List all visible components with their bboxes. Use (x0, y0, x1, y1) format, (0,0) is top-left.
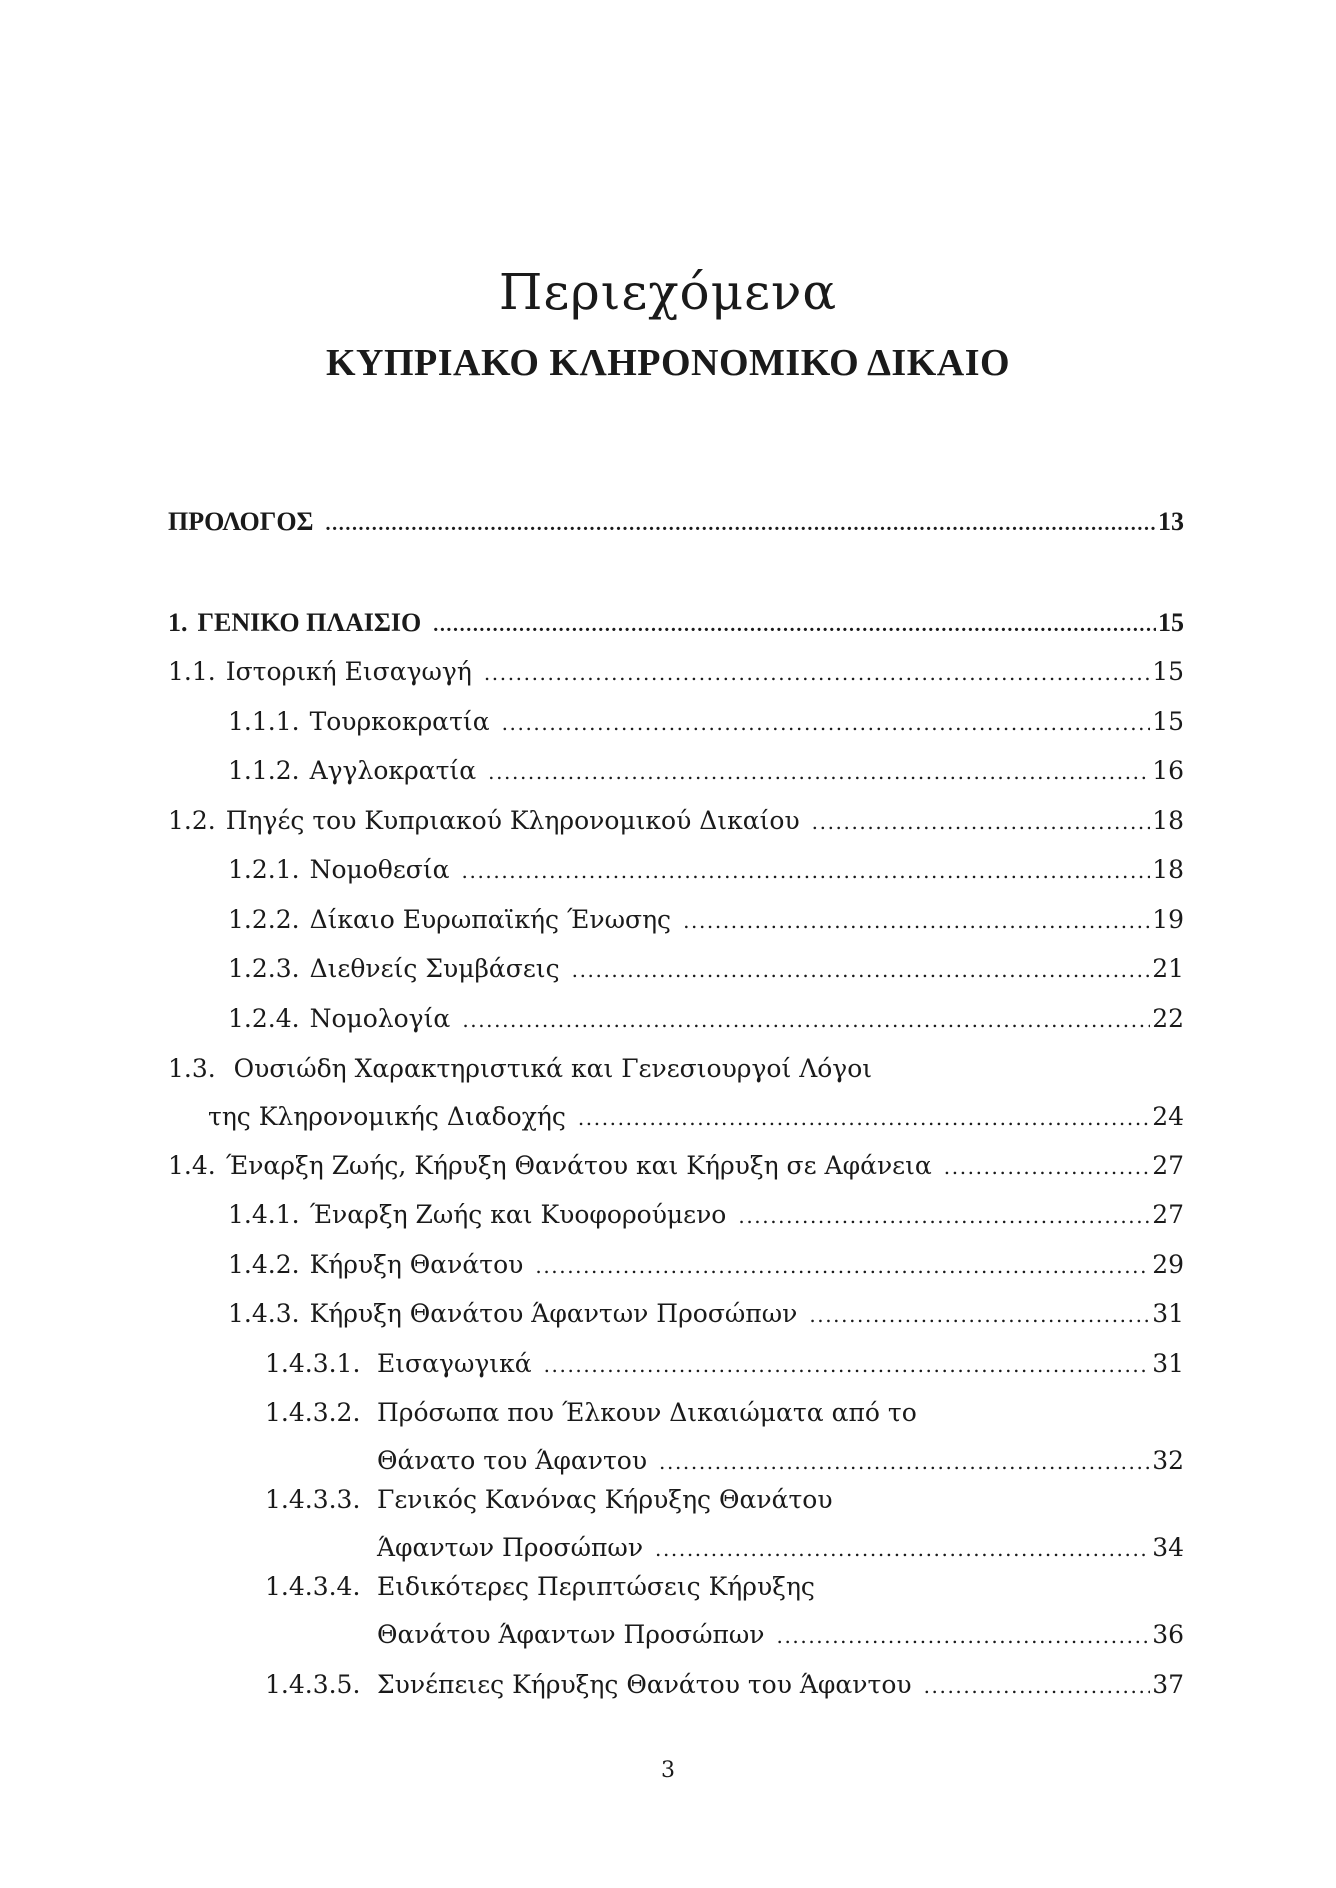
toc-title-line2: Άφαντων Προσώπων (377, 1533, 644, 1562)
toc-leader-dots (777, 1616, 1151, 1656)
toc-title: Έναρξη Ζωής, Κήρυξη Θανάτου και Κήρυξη σε Αφάνεια (225, 1151, 932, 1180)
toc-number: 1.4.3.4. (265, 1572, 361, 1601)
toc-leader-dots (502, 703, 1151, 743)
toc-leader-dots (809, 1295, 1150, 1335)
toc-page-number: 18 (1152, 855, 1184, 884)
toc-number: 1.2. (168, 806, 216, 835)
toc-title: ΠΡΟΛΟΓΟΣ (168, 507, 314, 536)
toc-entry-1-4-3-1[interactable] (265, 1344, 1184, 1384)
toc-number: 1.1.1. (228, 707, 300, 736)
toc-entry-1-2[interactable] (168, 801, 1184, 841)
toc-leader-dots (462, 1000, 1150, 1040)
toc-entry-1-1[interactable] (168, 652, 1184, 692)
toc-number: 1.2.3. (228, 954, 300, 983)
toc-leader-dots (683, 901, 1150, 941)
toc-entry-1-4[interactable] (168, 1146, 1184, 1186)
toc-page-number: 37 (1152, 1670, 1184, 1699)
toc-title: ΓΕΝΙΚΟ ΠΛΑΙΣΙΟ (197, 608, 422, 637)
toc-title-line1: Γενικός Κανόνας Κήρυξης Θανάτου (377, 1485, 833, 1514)
toc-page-number: 31 (1152, 1349, 1184, 1378)
toc-page-number: 31 (1152, 1299, 1184, 1328)
toc-entry-1-4-3-2[interactable] (265, 1393, 1184, 1481)
toc-title: Έναρξη Ζωής και Κυοφορούμενο (309, 1200, 727, 1229)
toc-leader-dots (488, 752, 1150, 792)
toc-page-number: 19 (1152, 905, 1184, 934)
toc-title: Διεθνείς Συμβάσεις (309, 954, 560, 983)
toc-number: 1.4.1. (228, 1200, 300, 1229)
toc-title: Εισαγωγικά (377, 1349, 532, 1378)
toc-leader-dots (572, 950, 1151, 990)
toc-title: Συνέπειες Κήρυξης Θανάτου του Άφαντου (377, 1670, 912, 1699)
toc-title: Τουρκοκρατία (309, 707, 490, 736)
toc-title: Νομοθεσία (309, 855, 450, 884)
toc-page-number: 22 (1152, 1004, 1184, 1033)
toc-number: 1.4.3. (228, 1299, 300, 1328)
toc-title: Ιστορική Εισαγωγή (225, 657, 472, 686)
toc-page-number: 18 (1152, 806, 1184, 835)
toc-number: 1.4.3.5. (265, 1670, 361, 1699)
contents-heading: Περιεχόμενα (498, 263, 838, 321)
toc-entry-1-3[interactable] (168, 1049, 1184, 1137)
toc-page-number: 13 (1158, 507, 1184, 536)
toc-leader-dots (738, 1196, 1150, 1236)
toc-number: 1.2.1. (228, 855, 300, 884)
toc-entry-1-4-3-4[interactable] (265, 1567, 1184, 1655)
toc-title: Αγγλοκρατία (309, 756, 477, 785)
toc-leader-dots (484, 653, 1150, 693)
toc-title-line2: Θανάτου Άφαντων Προσώπων (377, 1620, 765, 1649)
toc-leader-dots (578, 1098, 1150, 1138)
toc-page-number: 29 (1152, 1250, 1184, 1279)
toc-entry-1-4-1[interactable] (228, 1195, 1184, 1235)
toc-entry-1-4-2[interactable] (228, 1245, 1184, 1285)
toc-page-number: 15 (1152, 657, 1184, 686)
toc-leader-dots (659, 1442, 1150, 1482)
toc-entry-prologue[interactable] (168, 502, 1184, 542)
toc-entry-1-4-3-5[interactable] (265, 1665, 1184, 1705)
book-title: ΚΥΠΡΙΑΚΟ ΚΛΗΡΟΝΟΜΙΚΟ ΔΙΚΑΙΟ (325, 342, 1011, 384)
toc-page-number: 32 (1152, 1446, 1184, 1475)
toc-page-number: 15 (1158, 608, 1184, 637)
toc-title: Δίκαιο Ευρωπαϊκής Ένωσης (309, 905, 672, 934)
toc-page-number: 24 (1152, 1102, 1184, 1131)
toc-number: 1.4.3.3. (265, 1485, 361, 1514)
toc-leader-dots (944, 1147, 1150, 1187)
toc-leader-dots (924, 1666, 1151, 1706)
toc-leader-dots (535, 1246, 1150, 1286)
toc-leader-dots (326, 504, 1156, 544)
toc-page-number: 34 (1152, 1533, 1184, 1562)
toc-page-number: 21 (1152, 954, 1184, 983)
toc-title-line1: Ουσιώδη Χαρακτηριστικά και Γενεσιουργοί Λόγοι (233, 1054, 873, 1083)
toc-entry-1-2-4[interactable] (228, 999, 1184, 1039)
toc-page-number: 27 (1152, 1151, 1184, 1180)
toc-entry-1-2-2[interactable] (228, 900, 1184, 940)
toc-title: Κήρυξη Θανάτου Άφαντων Προσώπων (309, 1299, 798, 1328)
toc-title: Πηγές του Κυπριακού Κληρονομικού Δικαίου (225, 806, 800, 835)
toc-number: 1.4.3.1. (265, 1349, 361, 1378)
toc-page-number: 16 (1152, 756, 1184, 785)
toc-page-number: 15 (1152, 707, 1184, 736)
toc-leader-dots (462, 851, 1151, 891)
toc-entry-1-2-1[interactable] (228, 850, 1184, 890)
toc-entry-1-1-1[interactable] (228, 702, 1184, 742)
toc-number: 1.3. (168, 1054, 216, 1083)
toc-title: Κήρυξη Θανάτου (309, 1250, 524, 1279)
toc-title-line2: της Κληρονομικής Διαδοχής (208, 1102, 566, 1131)
toc-title-line1: Πρόσωπα που Έλκουν Δικαιώματα από το (377, 1398, 917, 1427)
toc-number: 1.4.3.2. (265, 1398, 361, 1427)
toc-number: 1. (168, 608, 188, 637)
toc-number: 1.1.2. (228, 756, 300, 785)
page-footer-number: 3 (661, 1758, 675, 1783)
toc-number: 1.4.2. (228, 1250, 300, 1279)
toc-number: 1.2.2. (228, 905, 300, 934)
toc-leader-dots (655, 1529, 1150, 1569)
toc-leader-dots (433, 605, 1156, 645)
toc-title-line2: Θάνατο του Άφαντου (377, 1446, 648, 1475)
toc-entry-1-1-2[interactable] (228, 751, 1184, 791)
toc-entry-1-2-3[interactable] (228, 949, 1184, 989)
toc-number: 1.4. (168, 1151, 216, 1180)
toc-number: 1.2.4. (228, 1004, 300, 1033)
toc-title-line1: Ειδικότερες Περιπτώσεις Κήρυξης (377, 1572, 815, 1601)
toc-page-number: 27 (1152, 1200, 1184, 1229)
toc-number: 1.1. (168, 657, 216, 686)
toc-leader-dots (544, 1345, 1151, 1385)
toc-entry-1-4-3-3[interactable] (265, 1480, 1184, 1568)
toc-page-number: 36 (1152, 1620, 1184, 1649)
toc-title: Νομολογία (309, 1004, 451, 1033)
toc-entry-chapter-1[interactable] (168, 603, 1184, 643)
toc-leader-dots (812, 802, 1151, 842)
toc-entry-1-4-3[interactable] (228, 1294, 1184, 1334)
